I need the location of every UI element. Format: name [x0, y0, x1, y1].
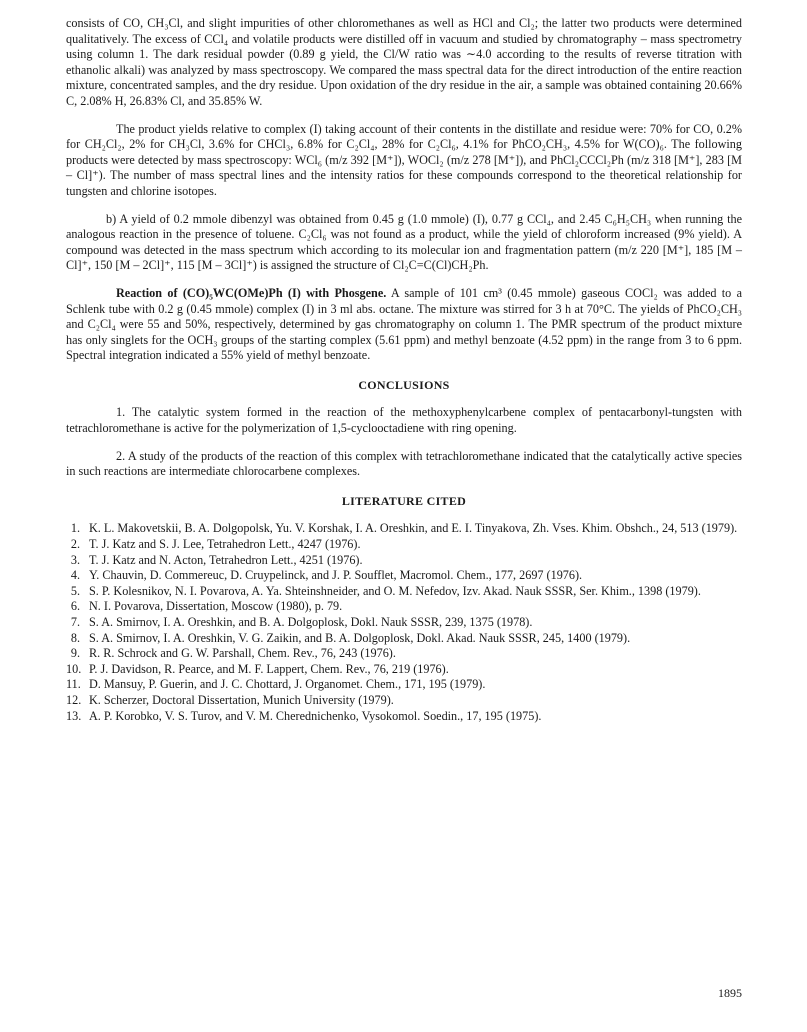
- body-paragraph-4-text: A sample of 101 cm³ (0.45 mmole) gaseous COCl₂ was added to a Schlenk tube with 0.2 g (0.45 mmole) complex (I) in 3 ml abs. octane. The mixture was stirred for 3 h at 70°C. The yields of PhCO₂CH₃ and C₂Cl₄ were 55 and 50%, respectively, determined by gas chromatography on column 1. The PMR spectrum of the product mixture has only singlets for the OCH₃ groups of the starting complex (5.61 ppm) and methyl benzoate (4.52 ppm) in the range from 3 to 6 ppm. Spectral integration indicated a 55% yield of methyl benzoate.: [66, 285, 742, 363]
- reference-text: Y. Chauvin, D. Commereuc, D. Cruypelinck, and J. P. Soufflet, Macromol. Chem., 177, 2697 (1976).: [89, 568, 583, 583]
- reference-text: R. R. Schrock and G. W. Parshall, Chem. Rev., 76, 243 (1976).: [89, 646, 396, 661]
- reference-number: 7.: [70, 615, 80, 629]
- reference-text: S. P. Kolesnikov, N. I. Povarova, A. Ya. Shteinshneider, and O. M. Nefedov, Izv. Akad. Nauk SSSR, Ser. Khim., 1398 (1979).: [89, 583, 701, 598]
- reference-item: [66, 646, 742, 662]
- body-paragraph-4: [66, 286, 742, 364]
- reference-item: [66, 568, 742, 584]
- reference-text: D. Mansuy, P. Guerin, and J. C. Chottard, J. Organomet. Chem., 171, 195 (1979).: [89, 677, 486, 692]
- reference-number: 11.: [66, 677, 81, 692]
- reference-number: 5.: [70, 583, 80, 598]
- reference-text: T. J. Katz and N. Acton, Tetrahedron Lett., 4251 (1976).: [89, 552, 363, 567]
- page-number: 1895: [718, 986, 742, 1000]
- reference-item: [66, 662, 742, 678]
- reference-number: 3.: [70, 552, 80, 567]
- reference-list: [66, 521, 742, 724]
- reference-text: K. L. Makovetskii, B. A. Dolgopolsk, Yu. V. Korshak, I. A. Oreshkin, and E. I. Tinyakova, Zh. Vses. Khim. Obshch., 24, 513 (1979).: [89, 521, 738, 536]
- conclusion-item-2: 2. A study of the products of the reaction of this complex with tetrachloromethane indicated that the catalytically active species in such reactions are intermediate chlorocarbene complexes.: [66, 448, 742, 479]
- reference-number: 8.: [70, 630, 80, 645]
- reference-number: 10.: [66, 661, 82, 676]
- reference-item: [66, 631, 742, 647]
- reference-number: 4.: [70, 568, 80, 583]
- literature-cited-heading: LITERATURE CITED: [341, 493, 467, 508]
- reference-text: T. J. Katz and S. J. Lee, Tetrahedron Lett., 4247 (1976).: [89, 537, 361, 552]
- reference-number: 1.: [70, 521, 80, 536]
- reference-item: [66, 521, 742, 537]
- section-run-in-heading: Reaction of (CO)₅WC(OMe)Ph (I) with Phosgene.: [116, 285, 387, 300]
- reference-text: N. I. Povarova, Dissertation, Moscow (1980), p. 79.: [89, 599, 343, 614]
- reference-text: S. A. Smirnov, I. A. Oreshkin, and B. A. Dolgoplosk, Dokl. Nauk SSSR, 239, 1375 (1978).: [89, 615, 533, 629]
- reference-item: [66, 677, 742, 693]
- reference-number: 13.: [66, 708, 82, 723]
- reference-item: [66, 599, 742, 615]
- reference-text: S. A. Smirnov, I. A. Oreshkin, V. G. Zaikin, and B. A. Dolgoplosk, Dokl. Akad. Nauk SSSR, 245, 1400 (1979).: [89, 630, 631, 645]
- reference-item: [66, 537, 742, 553]
- reference-text: K. Scherzer, Doctoral Dissertation, Munich University (1979).: [89, 692, 394, 707]
- reference-item: [66, 584, 742, 600]
- reference-number: 12.: [66, 692, 82, 707]
- reference-item: [66, 615, 742, 631]
- reference-number: 9.: [70, 646, 80, 661]
- paper-page: [66, 16, 742, 724]
- conclusions-heading: CONCLUSIONS: [358, 377, 450, 392]
- body-paragraph-1: consists of CO, CH₃Cl, and slight impurities of other chloromethanes as well as HCl and Cl₂; the latter two products were determined qualitatively. The excess of CCl₄ and volatile products were distilled off in vacuum and studied by chromatography – mass spectrometry using column 1. The dark residual powder (0.89 g yield, the Cl/W ratio was ∼4.0 according to the results of reverse titration with ethanolic alkali) was analyzed by mass spectroscopy. We compared the mass spectral data for the direct introduction of the entire reaction mixture, concentrated samples, and the dry residue. Upon oxidation of the dry residue in the air, a sample was obtained containing 20.66% C, 2.08% H, 26.83% Cl, and 35.85% W.: [66, 16, 742, 108]
- body-paragraph-3: b) A yield of 0.2 mmole dibenzyl was obtained from 0.45 g (1.0 mmole) (I), 0.77 g CCl₄, and 2.45 C₆H₅CH₃ when running the analogous reaction in the presence of toluene. C₂Cl₆ was not found as a product, while the yield of chloroform increased (9% yield). A compound was detected in the mass spectrum which according to its molecular ion and fragmentation pattern (m/z 220 [M⁺], 185 [M – Cl]⁺, 150 [M – 2Cl]⁺, 115 [M – 3Cl]⁺) is assigned the structure of Cl₂C=C(Cl)CH₂Ph.: [66, 211, 742, 273]
- conclusion-item-1: 1. The catalytic system formed in the reaction of the methoxyphenylcarbene complex of pentacarbonyl-tungsten with tetrachloromethane is active for the polymerization of 1,5-cyclooctadiene with ring opening.: [66, 405, 742, 436]
- reference-number: 6.: [70, 599, 80, 614]
- reference-item: [66, 553, 742, 569]
- reference-number: 2.: [70, 537, 80, 552]
- body-paragraph-2: The product yields relative to complex (I) taking account of their contents in the distillate and residue were: 70% for CO, 0.2% for CH₂Cl₂, 2% for CH₃Cl, 3.6% for CHCl₃, 6.8% for C₂Cl₄, 28% for C₂Cl₆, 4.1% for PhCO₂CH₃, 4.5% for W(CO)₆. The following products were detected by mass spectroscopy: WCl₆ (m/z 392 [M⁺]), WOCl₂ (m/z 278 [M⁺]), and PhCl₂CCCl₂Ph (m/z 318 [M⁺], 283 [M – Cl]⁺). The number of mass spectral lines and the intensity ratios for these compounds correspond to the theoretical relationship for tungsten and chlorine isotopes.: [66, 121, 742, 198]
- reference-text: A. P. Korobko, V. S. Turov, and V. M. Cherednichenko, Vysokomol. Soedin., 17, 195 (1975).: [89, 708, 542, 723]
- reference-item: [66, 709, 742, 725]
- reference-item: [66, 693, 742, 709]
- reference-text: P. J. Davidson, R. Pearce, and M. F. Lappert, Chem. Rev., 76, 219 (1976).: [89, 661, 449, 676]
